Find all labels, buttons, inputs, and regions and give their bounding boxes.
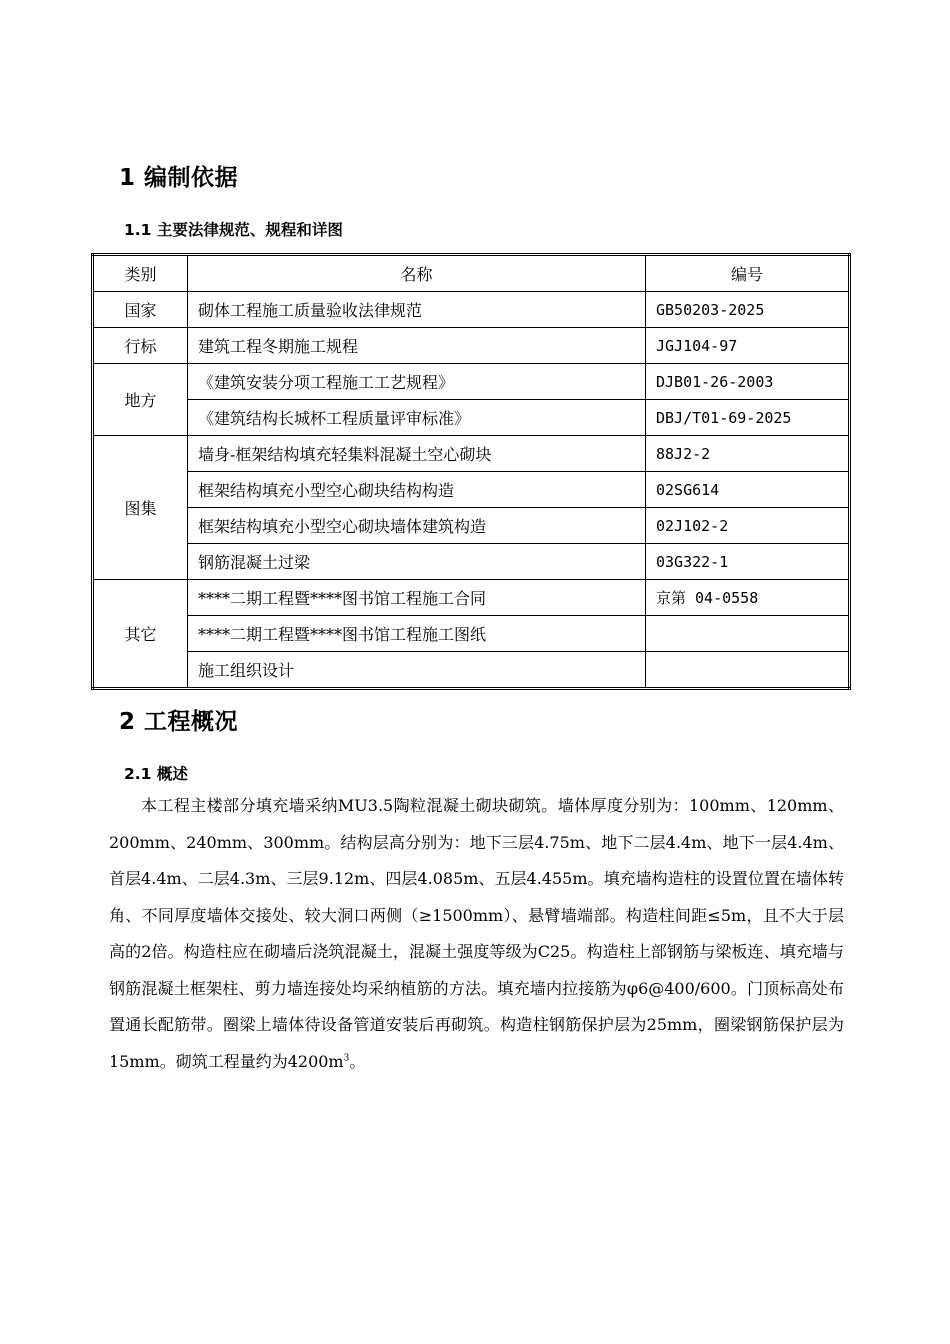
table-row	[93, 580, 850, 616]
section-1-1-heading: 1.1 主要法律规范、规程和详图	[124, 221, 343, 239]
name-cell: 框架结构填充小型空心砌块墙体建筑构造	[188, 508, 646, 544]
category-cell: 图集	[93, 436, 188, 580]
name-cell: 施工组织设计	[188, 652, 646, 689]
code-cell: DBJ/T01-69-2025	[646, 400, 850, 436]
table-row	[93, 652, 850, 689]
name-cell: ****二期工程暨****图书馆工程施工合同	[188, 580, 646, 616]
overview-text-end: 。	[349, 1051, 366, 1071]
table-row	[93, 436, 850, 472]
category-cell: 地方	[93, 364, 188, 436]
code-cell: 88J2-2	[646, 436, 850, 472]
section-1-heading: 1 编制依据	[119, 165, 239, 191]
regulations-table	[91, 253, 851, 690]
name-cell: 墙身-框架结构填充轻集料混凝土空心砌块	[188, 436, 646, 472]
code-cell: DJB01-26-2003	[646, 364, 850, 400]
table-row	[93, 508, 850, 544]
table-header-row	[93, 255, 850, 292]
table-row	[93, 472, 850, 508]
code-cell: 03G322-1	[646, 544, 850, 580]
table-row	[93, 364, 850, 400]
name-cell: ****二期工程暨****图书馆工程施工图纸	[188, 616, 646, 652]
header-name: 名称	[188, 255, 646, 292]
category-cell: 国家	[93, 292, 188, 328]
section-2-heading: 2 工程概况	[119, 709, 239, 735]
cubic-unit-superscript: 3	[343, 1053, 350, 1064]
code-cell: JGJ104-97	[646, 328, 850, 364]
overview-text: 本工程主楼部分填充墙采纳MU3.5陶粒混凝土砌块砌筑。墙体厚度分别为：100mm、120mm、200mm、240mm、300mm。结构层高分别为：地下三层4.75m、地下二层4.4m、地下一层4.4m、首层4.4m、二层4.3m、三层9.12m、四层4.085m、五层4.455m。填充墙构造柱的设置位置在墙体转角、不同厚度墙体交接处、较大洞口两侧（≥1500mm）、悬臂墙端部。构造柱间距≤5m，且不大于层高的2倍。构造柱应在砌墙后浇筑混凝土，混凝土强度等级为C25。构造柱上部钢筋与梁板连、填充墙与钢筋混凝土框架柱、剪力墙连接处均采纳植筋的方法。填充墙内拉接筋为φ6@400/600。门顶标高处布置通长配筋带。圈梁上墙体待设备管道安装后再砌筑。构造柱钢筋保护层为25mm，圈梁钢筋保护层为15mm。砌筑工程量约为4200m	[109, 796, 844, 1071]
code-cell: 02SG614	[646, 472, 850, 508]
category-cell: 其它	[93, 580, 188, 689]
table-row	[93, 328, 850, 364]
code-cell: GB50203-2025	[646, 292, 850, 328]
code-cell	[646, 652, 850, 689]
code-cell: 02J102-2	[646, 508, 850, 544]
table-row	[93, 544, 850, 580]
table-row	[93, 400, 850, 436]
code-cell: 京第 04-0558	[646, 580, 850, 616]
code-cell	[646, 616, 850, 652]
section-2-1-heading: 2.1 概述	[124, 765, 188, 783]
table-row	[93, 292, 850, 328]
category-cell: 行标	[93, 328, 188, 364]
name-cell: 框架结构填充小型空心砌块结构构造	[188, 472, 646, 508]
name-cell: 《建筑安装分项工程施工工艺规程》	[188, 364, 646, 400]
table-row	[93, 616, 850, 652]
header-category: 类别	[93, 255, 188, 292]
name-cell: 建筑工程冬期施工规程	[188, 328, 646, 364]
header-code: 编号	[646, 255, 850, 292]
name-cell: 《建筑结构长城杯工程质量评审标准》	[188, 400, 646, 436]
name-cell: 钢筋混凝土过梁	[188, 544, 646, 580]
name-cell: 砌体工程施工质量验收法律规范	[188, 292, 646, 328]
overview-paragraph	[109, 788, 844, 1080]
